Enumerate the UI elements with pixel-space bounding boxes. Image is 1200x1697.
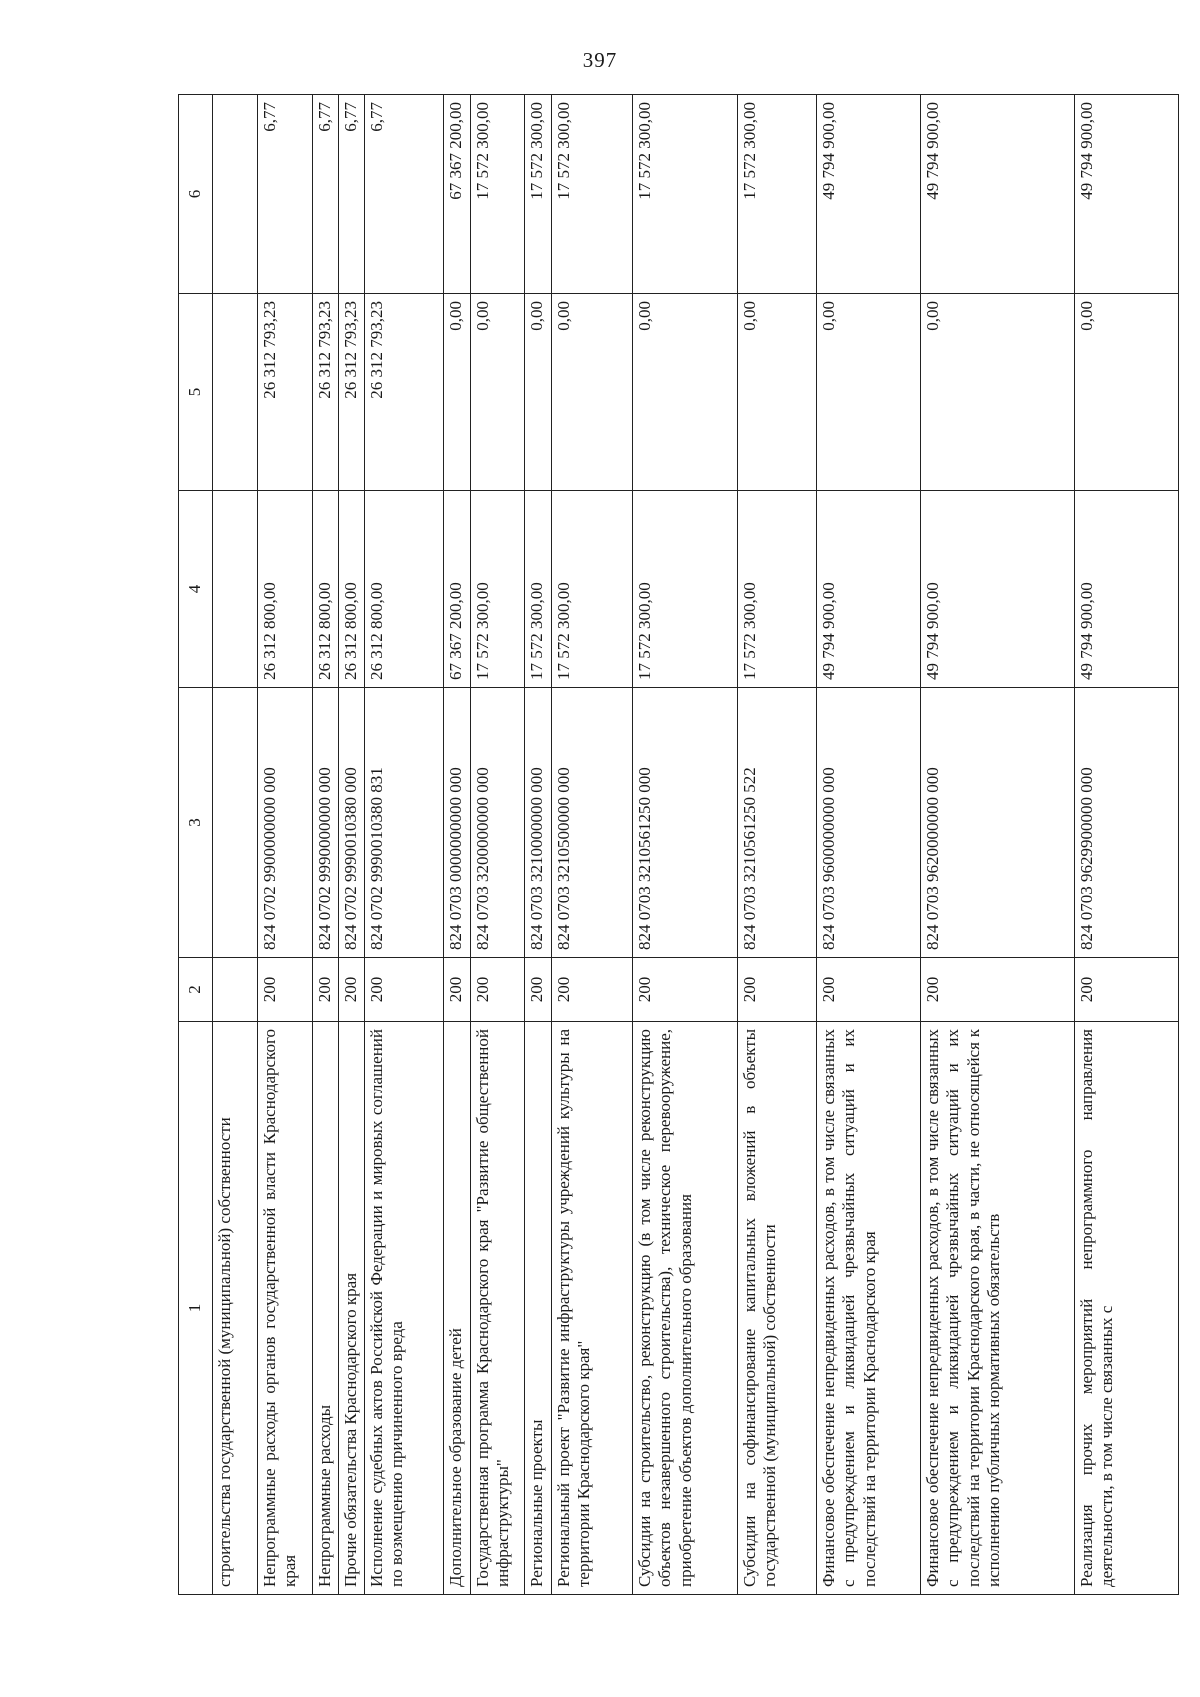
page-number: 397 xyxy=(582,48,618,72)
row-value-5: 26 312 793,23 xyxy=(313,294,339,491)
table-row xyxy=(738,95,817,1595)
row-name: Региональный проект "Развитие инфраструктуры учреждений культуры на территории Краснодарского края" xyxy=(552,1022,633,1595)
row-code: 824 0702 9990000000 000 xyxy=(313,688,339,958)
table-row xyxy=(921,95,1075,1595)
row-name: строительства государственной (муниципальной) собственности xyxy=(213,1022,258,1595)
row-code: 824 0703 3200000000 000 xyxy=(471,688,525,958)
row-grbs: 200 xyxy=(365,958,444,1022)
column-header: 6 xyxy=(179,95,213,294)
row-value-5: 26 312 793,23 xyxy=(339,294,365,491)
row-code: 824 0703 3210000000 000 xyxy=(525,688,552,958)
row-grbs: 200 xyxy=(471,958,525,1022)
table-row xyxy=(313,95,339,1595)
row-grbs: 200 xyxy=(313,958,339,1022)
row-value-4: 17 572 300,00 xyxy=(633,491,738,688)
row-value-5: 0,00 xyxy=(444,294,471,491)
row-grbs: 200 xyxy=(339,958,365,1022)
row-code: 824 0703 9620000000 000 xyxy=(921,688,1075,958)
row-value-6: 6,77 xyxy=(365,95,444,294)
table-row xyxy=(552,95,633,1595)
row-value-5: 0,00 xyxy=(921,294,1075,491)
row-name: Дополнительное образование детей xyxy=(444,1022,471,1595)
row-value-5: 0,00 xyxy=(738,294,817,491)
row-value-6: 17 572 300,00 xyxy=(633,95,738,294)
row-value-6: 17 572 300,00 xyxy=(552,95,633,294)
row-grbs: 200 xyxy=(552,958,633,1022)
row-value-4: 17 572 300,00 xyxy=(525,491,552,688)
row-name: Реализация прочих мероприятий непрограммного направления деятельности, в том числе связанных с xyxy=(1075,1022,1179,1595)
row-value-5: 0,00 xyxy=(525,294,552,491)
table-row xyxy=(633,95,738,1595)
row-grbs: 200 xyxy=(444,958,471,1022)
row-code: 824 0703 0000000000 000 xyxy=(444,688,471,958)
row-code: 824 0703 3210561250 000 xyxy=(633,688,738,958)
row-value-4: 67 367 200,00 xyxy=(444,491,471,688)
row-value-4: 17 572 300,00 xyxy=(552,491,633,688)
row-grbs: 200 xyxy=(525,958,552,1022)
row-grbs xyxy=(213,958,258,1022)
row-code: 824 0703 9629900000 000 xyxy=(1075,688,1179,958)
row-value-4: 26 312 800,00 xyxy=(365,491,444,688)
row-code: 824 0703 3210500000 000 xyxy=(552,688,633,958)
row-grbs: 200 xyxy=(258,958,313,1022)
row-grbs: 200 xyxy=(921,958,1075,1022)
row-grbs: 200 xyxy=(817,958,921,1022)
row-grbs: 200 xyxy=(1075,958,1179,1022)
row-name: Непрограммные расходы xyxy=(313,1022,339,1595)
table-row xyxy=(817,95,921,1595)
row-value-6: 49 794 900,00 xyxy=(817,95,921,294)
table-row xyxy=(339,95,365,1595)
row-value-4: 49 794 900,00 xyxy=(817,491,921,688)
row-name: Прочие обязательства Краснодарского края xyxy=(339,1022,365,1595)
row-code xyxy=(213,688,258,958)
rotated-table-wrapper xyxy=(178,95,1178,1595)
table-row xyxy=(525,95,552,1595)
row-value-6 xyxy=(213,95,258,294)
header-row xyxy=(179,95,213,1595)
row-name: Субсидии на софинансирование капитальных вложений в объекты государственной (муниципальной) собственности xyxy=(738,1022,817,1595)
row-value-5: 0,00 xyxy=(552,294,633,491)
row-value-6: 49 794 900,00 xyxy=(921,95,1075,294)
row-name: Государственная программа Краснодарского края "Развитие общественной инфраструктуры" xyxy=(471,1022,525,1595)
row-value-5: 0,00 xyxy=(633,294,738,491)
row-name: Субсидии на строительство, реконструкцию (в том числе реконструкцию объектов незавершенного строительства), техническое перевооружение, приобретение объектов дополнительного образования xyxy=(633,1022,738,1595)
row-value-6: 17 572 300,00 xyxy=(738,95,817,294)
row-code: 824 0702 9990010380 831 xyxy=(365,688,444,958)
row-value-6: 6,77 xyxy=(313,95,339,294)
row-grbs: 200 xyxy=(738,958,817,1022)
row-value-6: 17 572 300,00 xyxy=(525,95,552,294)
row-name: Непрограммные расходы органов государственной власти Краснодарского края xyxy=(258,1022,313,1595)
column-header: 2 xyxy=(179,958,213,1022)
row-name: Финансовое обеспечение непредвиденных расходов, в том числе связанных с предупреждением и ликвидацией чрезвычайных ситуаций и их последствий на территории Краснодарского края xyxy=(817,1022,921,1595)
row-code: 824 0703 3210561250 522 xyxy=(738,688,817,958)
row-grbs: 200 xyxy=(633,958,738,1022)
row-value-5 xyxy=(213,294,258,491)
table-row xyxy=(1075,95,1179,1595)
row-value-5: 0,00 xyxy=(817,294,921,491)
row-value-5: 0,00 xyxy=(471,294,525,491)
row-value-4: 49 794 900,00 xyxy=(921,491,1075,688)
row-value-4: 26 312 800,00 xyxy=(258,491,313,688)
budget-table xyxy=(178,94,1179,1595)
table-row xyxy=(444,95,471,1595)
row-code: 824 0702 9990010380 000 xyxy=(339,688,365,958)
row-value-4 xyxy=(213,491,258,688)
table-row xyxy=(471,95,525,1595)
table-row xyxy=(213,95,258,1595)
row-value-4: 26 312 800,00 xyxy=(339,491,365,688)
row-value-6: 6,77 xyxy=(258,95,313,294)
row-name: Исполнение судебных актов Российской Федерации и мировых соглашений по возмещению причиненного вреда xyxy=(365,1022,444,1595)
row-value-5: 26 312 793,23 xyxy=(258,294,313,491)
row-value-4: 17 572 300,00 xyxy=(471,491,525,688)
column-header: 3 xyxy=(179,688,213,958)
row-name: Финансовое обеспечение непредвиденных расходов, в том числе связанных с предупреждением и ликвидацией чрезвычайных ситуаций и их последствий на территории Краснодарского края, в части, не относящейся к исполнению публичных нормативных обязательств xyxy=(921,1022,1075,1595)
row-value-5: 0,00 xyxy=(1075,294,1179,491)
row-value-6: 49 794 900,00 xyxy=(1075,95,1179,294)
column-header: 4 xyxy=(179,491,213,688)
row-value-5: 26 312 793,23 xyxy=(365,294,444,491)
row-value-4: 49 794 900,00 xyxy=(1075,491,1179,688)
table-row xyxy=(258,95,313,1595)
row-value-6: 67 367 200,00 xyxy=(444,95,471,294)
row-value-4: 26 312 800,00 xyxy=(313,491,339,688)
row-code: 824 0702 9900000000 000 xyxy=(258,688,313,958)
column-header: 1 xyxy=(179,1022,213,1595)
row-value-6: 6,77 xyxy=(339,95,365,294)
row-name: Региональные проекты xyxy=(525,1022,552,1595)
column-header: 5 xyxy=(179,294,213,491)
row-code: 824 0703 9600000000 000 xyxy=(817,688,921,958)
table-row xyxy=(365,95,444,1595)
row-value-6: 17 572 300,00 xyxy=(471,95,525,294)
row-value-4: 17 572 300,00 xyxy=(738,491,817,688)
